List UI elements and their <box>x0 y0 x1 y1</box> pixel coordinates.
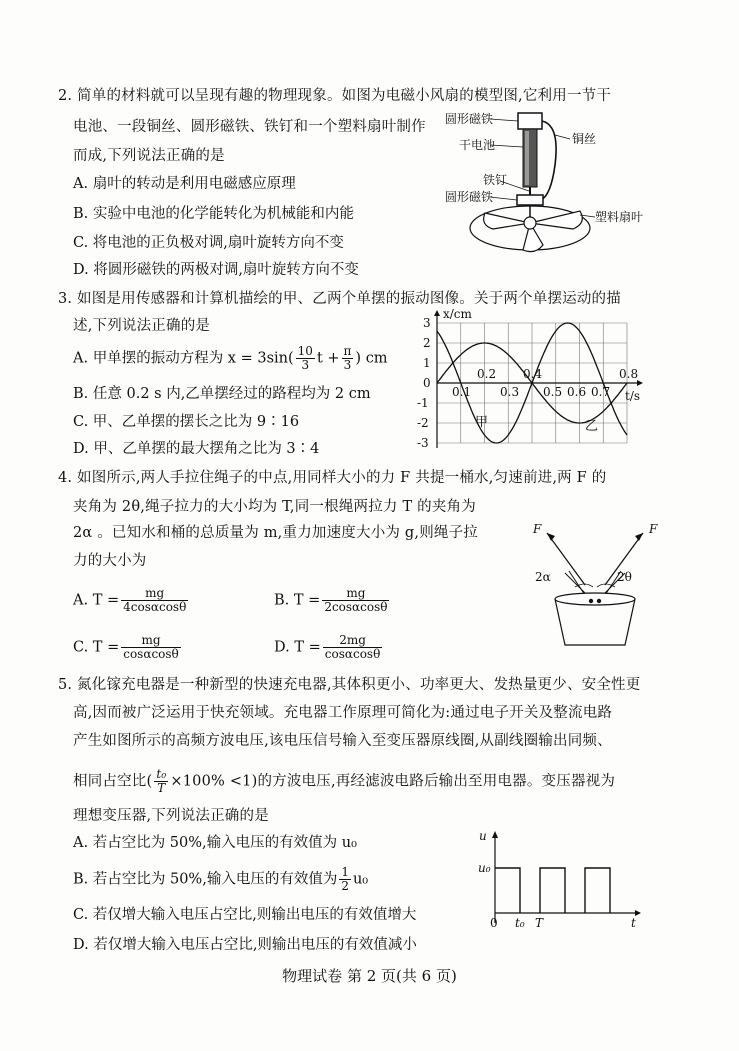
fig-label-magnet-bottom: 圆形磁铁 <box>445 190 494 204</box>
q5-option-d: D. 若仅增大输入电压占空比,则输出电压的有效值减小 <box>73 937 417 953</box>
q4-line1: 4. 如图所示,两人手拉住绳子的中点,用同样大小的力 F 共提一桶水,匀速前进,两 F 的 <box>58 470 607 486</box>
q5-line3: 产生如图所示的高频方波电压,该电压信号输入至变压器原线圈,从副线圈输出同频、 <box>73 733 612 749</box>
q4-option-c: C. T = $\frac{mg}{\cos\alpha\cos\theta}$ <box>73 633 179 661</box>
q5-option-a: A. 若占空比为 50%,输入电压的有效值为 u₀ <box>73 835 357 851</box>
q5-line4: 相同占空比( $\frac{\text{t₀}}{T}$ ×100% <1)的方波电压,再经滤波电路后输出至用电器。变压器视为 <box>73 767 616 795</box>
q3-option-a: A. 甲单摆的振动方程为 x = 3sin( $\frac{10}{3}$ t + $\frac{\pi}{3}$ ) cm <box>73 344 388 372</box>
q2-option-a: A. 扇叶的转动是利用电磁感应原理 <box>73 176 296 192</box>
fig-force-right: F <box>649 522 658 536</box>
graph-y-label: x/cm <box>443 308 472 321</box>
fig-origin-label: 0 <box>490 916 498 930</box>
fig-label-blade: 塑料扇叶 <box>595 210 644 224</box>
q2-line3: 而成,下列说法正确的是 <box>73 148 225 164</box>
q2-option-b: B. 实验中电池的化学能转化为机械能和内能 <box>73 206 354 222</box>
fig-t0-label: t₀ <box>515 916 525 930</box>
fig-u0-label: u₀ <box>478 861 491 875</box>
ytick-neg2: -2 <box>417 416 429 430</box>
q3-option-b: B. 任意 0.2 s 内,乙单摆经过的路程均为 2 cm <box>73 386 371 402</box>
fig-label-magnet-top: 圆形磁铁 <box>445 112 494 126</box>
q2-line1: 2. 简单的材料就可以呈现有趣的物理现象。如图为电磁小风扇的模型图,它利用一节干 <box>58 88 612 104</box>
q4-option-a: A. T = $\frac{mg}{4\cos\alpha\cos\theta}$ <box>73 586 187 614</box>
q3-option-c: C. 甲、乙单摆的摆长之比为 9∶16 <box>73 414 300 430</box>
ytick-3: 3 <box>423 316 431 330</box>
q5-line2: 高,因而被广泛运用于快充领域。充电器工作原理可简化为:通过电子开关及整流电路 <box>73 705 613 721</box>
q2-option-d: D. 将圆形磁铁的两极对调,扇叶旋转方向不变 <box>73 262 359 278</box>
ytick-0: 0 <box>423 376 431 390</box>
q2-line2: 电池、一段铜丝、圆形磁铁、铁钉和一个塑料扇叶制作 <box>73 119 426 135</box>
q5-option-b: B. 若占空比为 50%,输入电压的有效值为 $\frac{1}{2}$ u₀ <box>73 865 369 893</box>
bucket-figure <box>525 515 665 650</box>
q4-line3: 2α 。已知水和桶的总质量为 m,重力加速度大小为 g,则绳子拉 <box>73 525 478 541</box>
xtick-0.7: 0.7 <box>591 385 611 399</box>
q5-line5: 理想变压器,下列说法正确的是 <box>73 808 269 824</box>
xtick-0.3: 0.3 <box>500 385 520 399</box>
xtick-0.2: 0.2 <box>477 367 497 381</box>
q3-line1: 3. 如图是用传感器和计算机描绘的甲、乙两个单摆的振动图像。关于两个单摆运动的描 <box>58 291 621 307</box>
fig-label-battery: 干电池 <box>459 138 496 152</box>
page-footer: 物理试卷 第 2 页(共 6 页) <box>282 967 457 985</box>
q4-option-b: B. T = $\frac{mg}{2\cos\alpha\cos\theta}$ <box>274 586 388 614</box>
series-yi-label: 乙 <box>585 419 599 434</box>
series-jia-label: 甲 <box>475 415 489 430</box>
q5-option-c: C. 若仅增大输入电压占空比,则输出电压的有效值增大 <box>73 907 417 923</box>
ytick-neg1: -1 <box>417 396 429 410</box>
fig-u-label: u <box>479 829 487 843</box>
xtick-0.4: 0.4 <box>523 367 543 381</box>
q3-line2: 述,下列说法正确的是 <box>73 318 211 334</box>
xtick-0.6: 0.6 <box>567 385 587 399</box>
fig-theta-label: 2θ <box>617 570 632 584</box>
q4-option-d: D. T = $\frac{2mg}{\cos\alpha\cos\theta}$ <box>274 633 381 661</box>
q2-option-c: C. 将电池的正负极对调,扇叶旋转方向不变 <box>73 235 344 251</box>
xtick-0.5: 0.5 <box>543 385 563 399</box>
q4-line4: 力的大小为 <box>73 553 147 569</box>
fig-label-nail: 铁钉 <box>483 173 508 187</box>
xtick-0.1: 0.1 <box>452 385 472 399</box>
fig-label-copper: 铜丝 <box>572 132 597 146</box>
fig-alpha-label: 2α <box>535 570 551 584</box>
q5-line1: 5. 氮化镓充电器是一种新型的快速充电器,其体积更小、功率更大、发热量更少、安全性更 <box>58 677 641 693</box>
fig-T-label: T <box>535 916 544 930</box>
graph-x-label: t/s <box>625 389 641 403</box>
ytick-1: 1 <box>423 356 431 370</box>
q3-option-d: D. 甲、乙单摆的最大摆角之比为 3∶4 <box>73 441 320 457</box>
xtick-0.8: 0.8 <box>619 367 639 381</box>
fig-t-label: t <box>631 916 636 930</box>
q4-line2: 夹角为 2θ,绳子拉力的大小均为 T,同一根绳两拉力 T 的夹角为 <box>73 499 476 515</box>
fig-force-left: F <box>533 522 542 536</box>
ytick-2: 2 <box>423 336 431 350</box>
square-wave-figure <box>475 828 645 938</box>
oscillation-graph <box>415 308 650 458</box>
fan-figure <box>445 105 675 275</box>
ytick-neg3: -3 <box>417 436 429 450</box>
